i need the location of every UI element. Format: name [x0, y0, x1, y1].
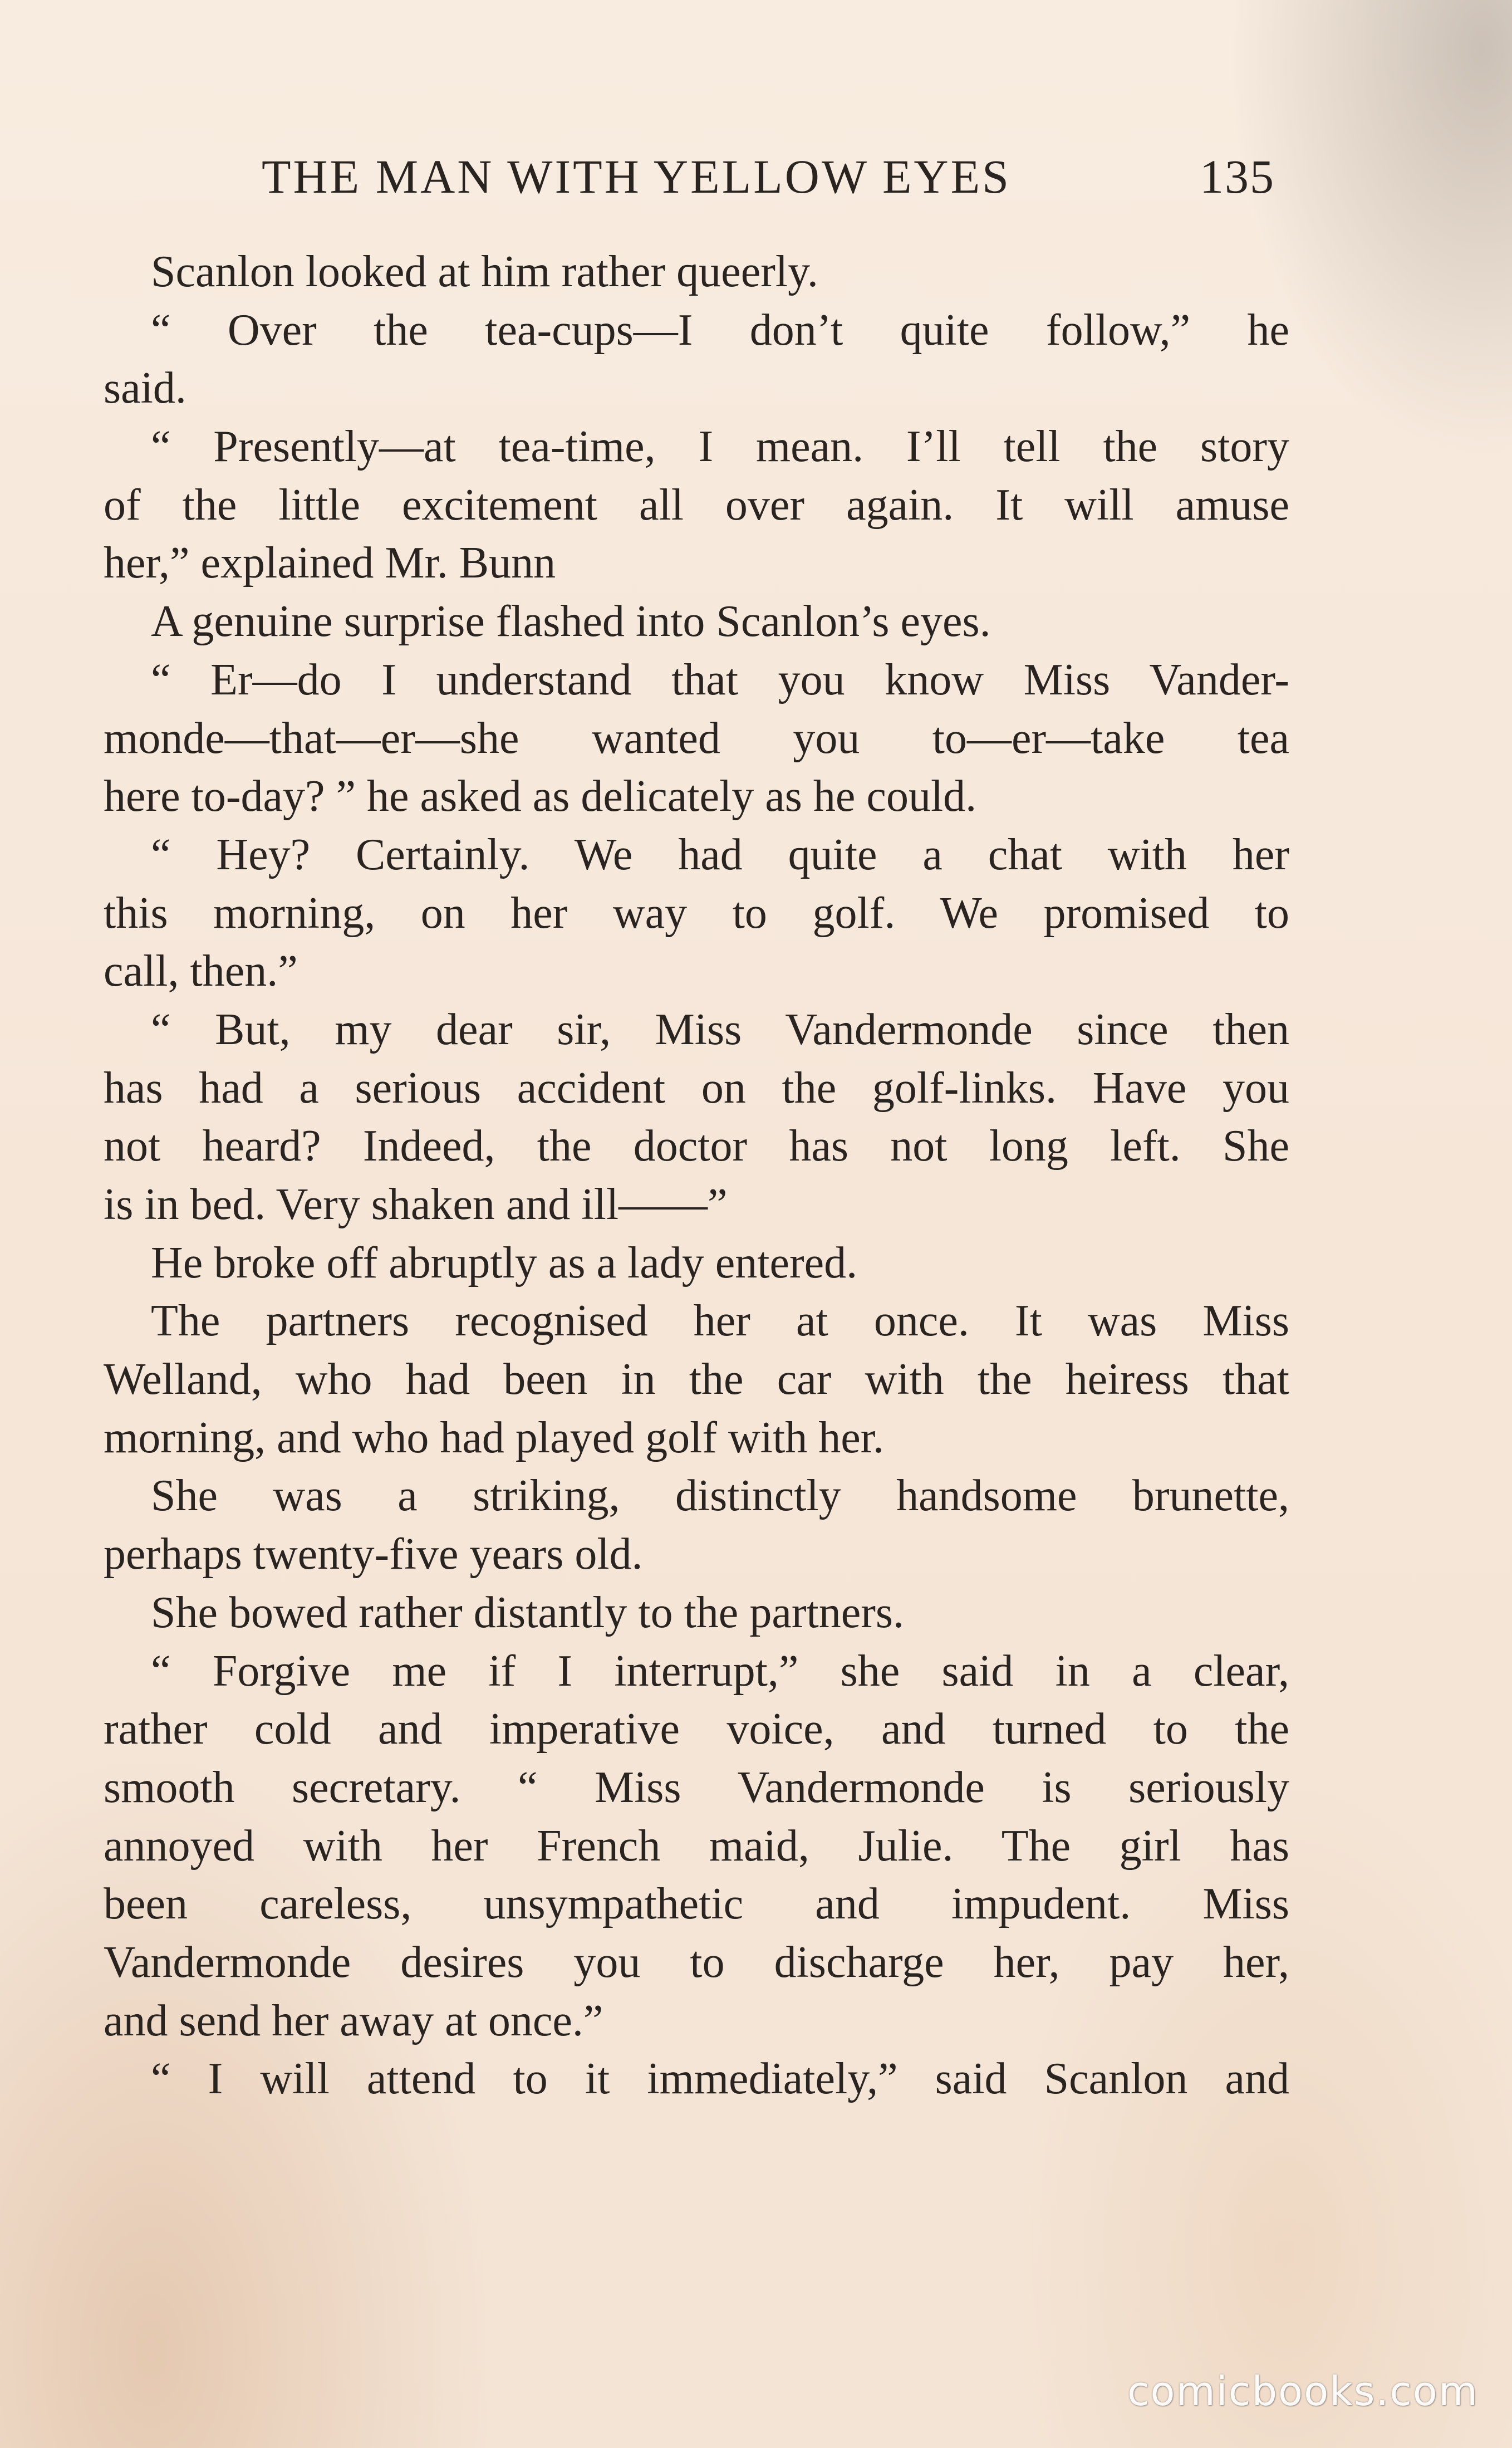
text-line: “ Hey? Certainly. We had quite a chat with her	[151, 830, 1289, 879]
text-line: “ Over the tea-cups—I don’t quite follow,” he	[151, 305, 1289, 355]
text-line: monde—that—er—she wanted you to—er—take tea	[104, 713, 1289, 763]
text-line: “ Er—do I understand that you know Miss Vander-	[151, 655, 1289, 704]
running-title: THE MAN WITH YELLOW EYES	[262, 150, 1011, 203]
text-line: her,” explained Mr. Bunn	[104, 538, 556, 588]
text-line: “ Presently—at tea-time, I mean. I’ll tell the story	[151, 422, 1289, 472]
text-line: annoyed with her French maid, Julie. The girl has	[104, 1821, 1289, 1871]
text-line: here to-day? ” he asked as delicately as he could.	[104, 772, 977, 821]
text-line: Scanlon looked at him rather queerly.	[151, 247, 818, 296]
text-line: A genuine surprise flashed into Scanlon’s eyes.	[151, 597, 991, 647]
text-line: rather cold and imperative voice, and turned to the	[104, 1705, 1289, 1754]
text-line: call, then.”	[104, 947, 298, 996]
text-line: She was a striking, distinctly handsome brunette,	[151, 1471, 1289, 1521]
text-line: smooth secretary. “ Miss Vandermonde is seriously	[104, 1762, 1289, 1812]
text-line: She bowed rather distantly to the partners.	[151, 1588, 904, 1637]
text-line: of the little excitement all over again. It will amuse	[104, 480, 1289, 530]
watermark: comicbooks.com	[1127, 2368, 1479, 2415]
text-line: Vandermonde desires you to discharge her, pay her,	[104, 1937, 1289, 1987]
text-line: has had a serious accident on the golf-links. Have you	[104, 1063, 1289, 1113]
text-line: Welland, who had been in the car with the heiress that	[104, 1355, 1289, 1404]
text-line: not heard? Indeed, the doctor has not long left. She	[104, 1122, 1289, 1171]
text-line: The partners recognised her at once. It was Miss	[151, 1296, 1289, 1346]
text-line: “ Forgive me if I interrupt,” she said in a clear,	[151, 1646, 1289, 1696]
text-line: perhaps twenty-five years old.	[104, 1530, 643, 1579]
text-line: been careless, unsympathetic and impudent. Miss	[104, 1879, 1289, 1929]
page-number: 135	[1200, 150, 1275, 203]
text-line: is in bed. Very shaken and ill——”	[104, 1180, 728, 1229]
text-line: “ I will attend to it immediately,” said Scanlon and	[151, 2054, 1289, 2104]
text-line: and send her away at once.”	[104, 1996, 603, 2045]
text-line: morning, and who had played golf with her.	[104, 1413, 884, 1462]
text-line: said.	[104, 364, 186, 413]
text-line: this morning, on her way to golf. We promised to	[104, 888, 1289, 938]
text-line: He broke off abruptly as a lady entered.	[151, 1238, 858, 1287]
text-line: “ But, my dear sir, Miss Vandermonde since then	[151, 1005, 1289, 1054]
body-text	[104, 243, 1289, 2108]
running-header	[262, 146, 1275, 207]
